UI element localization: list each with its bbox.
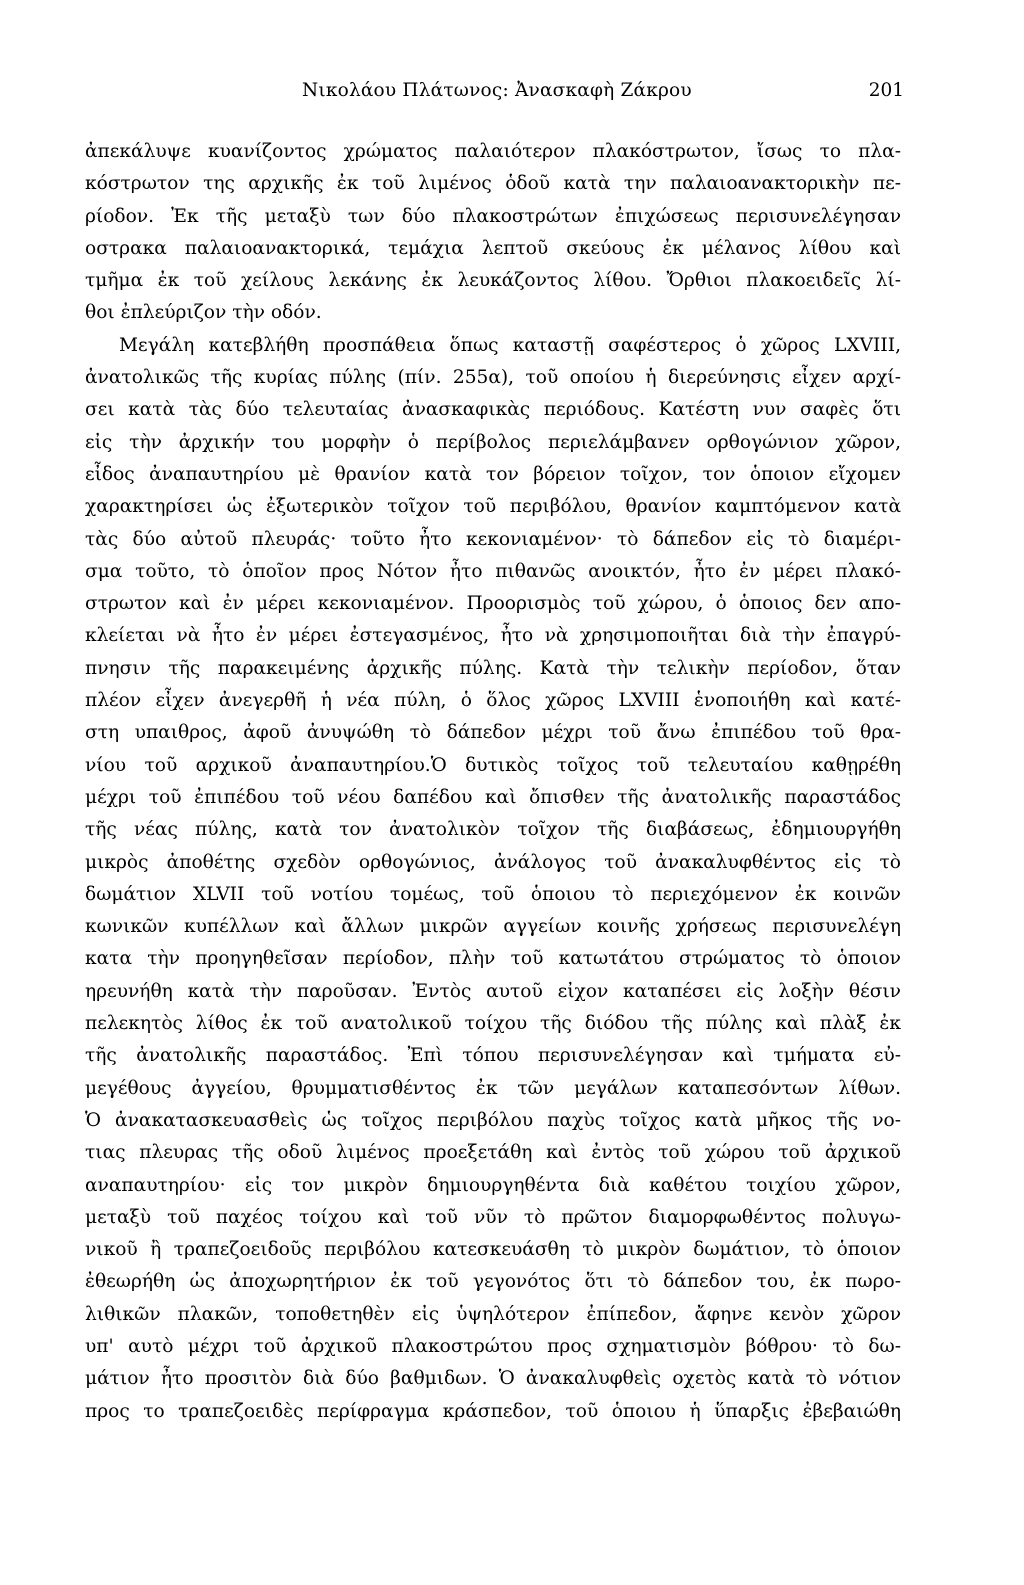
text-line: υπ' αυτὸ μέχρι τοῦ ἀρχικοῦ πλακοστρώτου προς σχηματισμὸν βόθρου· τὸ δω- [85,1335,901,1357]
text-line: Ὁ ἀνακατασκευασθεὶς ὡς τοῖχος περιβόλου παχὺς τοῖχος κατὰ μῆκος τῆς νο- [85,1109,901,1131]
text-line: τῆς ἀνατολικῆς παραστάδος. Ἐπὶ τόπου περισυνελέγησαν καὶ τμήματα εὐ- [85,1045,901,1067]
text-line: πνησιν τῆς παρακειμένης ἀρχικῆς πύλης. Κατὰ τὴν τελικὴν περίοδον, ὅταν [85,657,901,679]
text-line: εἰς τὴν ἀρχικήν του μορφὴν ὁ περίβολος περιελάμβανεν ορθογώνιον χῶρον, [85,431,901,453]
text-line: νίου τοῦ αρχικοῦ ἀναπαυτηρίου.Ὁ δυτικὸς τοῖχος τοῦ τελευταίου καθῃρέθη [85,754,901,776]
text-line: τιας πλευρας τῆς οδοῦ λιμένος προεξετάθη καὶ ἐντὸς τοῦ χώρου τοῦ ἀρχικοῦ [85,1142,901,1164]
text-line: θοι ἐπλεύριζον τὴν οδόν. [85,302,322,324]
text-line: στρωτον καὶ ἐν μέρει κεκονιαμένον. Προορισμὸς τοῦ χώρου, ὁ ὁποιος δεν απο- [85,593,901,615]
text-line: κλείεται νὰ ἦτο ἐν μέρει ἐστεγασμένος, ἦτο νὰ χρησιμοποιῆται διὰ τὴν ἐπαγρύ- [85,625,901,647]
text-line: σμα τοῦτο, τὸ ὁποῖον προς Νότον ἦτο πιθανῶς ανοικτόν, ἦτο ἐν μέρει πλακό- [85,560,901,582]
text-line: Μεγάλη κατεβλήθη προσπάθεια ὅπως καταστῇ σαφέστερος ὁ χῶρος LXVIII, [119,334,901,356]
text-line: πλέον εἶχεν ἀνεγερθῆ ἡ νέα πύλη, ὁ ὅλος χῶρος LXVIII ἑνοποιήθη καὶ κατέ- [85,690,901,712]
text-line: κόστρωτον της αρχικῆς ἐκ τοῦ λιμένος ὁδοῦ κατὰ την παλαιοανακτορικὴν πε- [85,173,901,195]
text-line: σει κατὰ τὰς δύο τελευταίας ἀνασκαφικὰς περιόδους. Κατέστη νυν σαφὲς ὅτι [85,399,901,421]
text-line: μάτιον ἦτο προσιτὸν διὰ δύο βαθμιδων. Ὁ ἀνακαλυφθεὶς οχετὸς κατὰ τὸ νότιον [85,1368,901,1390]
text-line: μεγέθους ἀγγείου, θρυμματισθέντος ἐκ τῶν μεγάλων καταπεσόντων λίθων. [85,1077,901,1099]
text-line: ἀνατολικῶς τῆς κυρίας πύλης (πίν. 255α), τοῦ οποίου ἡ διερεύνησις εἶχεν αρχί- [85,367,901,389]
text-line: μικρὸς ἀποθέτης σχεδὸν ορθογώνιος, ἀνάλογος τοῦ ἀνακαλυφθέντος εἰς τὸ [85,851,901,873]
text-line: ρίοδον. Ἐκ τῆς μεταξὺ των δύο πλακοστρώτων ἐπιχώσεως περισυνελέγησαν [85,205,901,227]
text-line: τμῆμα ἐκ τοῦ χείλους λεκάνης ἐκ λευκάζοντος λίθου. Ὄρθιοι πλακοειδεῖς λί- [85,270,901,292]
body-text [85,136,901,1428]
running-header-title: Νικολάου Πλάτωνος: Ἀνασκαφὴ Ζάκρου [302,80,692,101]
text-line: αναπαυτηρίου· εἰς τον μικρὸν δημιουργηθέντα διὰ καθέτου τοιχίου χῶρον, [85,1174,901,1196]
text-line: πελεκητὸς λίθος ἐκ τοῦ ανατολικοῦ τοίχου τῆς διόδου τῆς πύλης καὶ πλὰξ ἐκ [85,1013,901,1035]
text-line: στη υπαιθρος, ἀφοῦ ἀνυψώθη τὸ δάπεδον μέχρι τοῦ ἄνω ἐπιπέδου τοῦ θρα- [85,722,901,744]
text-line: τὰς δύο αὐτοῦ πλευράς· τοῦτο ἦτο κεκονιαμένον· τὸ δάπεδον εἰς τὸ διαμέρι- [85,528,901,550]
text-line: μέχρι τοῦ ἐπιπέδου τοῦ νέου δαπέδου καὶ ὄπισθεν τῆς ἀνατολικῆς παραστάδος [85,786,901,808]
text-line: οστρακα παλαιοανακτορικά, τεμάχια λεπτοῦ σκεύους ἐκ μέλανος λίθου καὶ [85,237,901,259]
text-line: ἀπεκάλυψε κυανίζοντος χρώματος παλαιότερον πλακόστρωτον, ἴσως το πλα- [85,141,901,162]
text-line: κωνικῶν κυπέλλων καὶ ἄλλων μικρῶν αγγείων κοινῆς χρήσεως περισυνελέγη [85,916,901,938]
text-line: εἶδος ἀναπαυτηρίου μὲ θρανίον κατὰ τον βόρειον τοῖχον, τον ὁποιον εἴχομεν [85,463,901,485]
text-line: λιθικῶν πλακῶν, τοποθετηθὲν εἰς ὑψηλότερον ἐπίπεδον, ἄφηνε κενὸν χῶρον [85,1303,901,1325]
text-line: δωμάτιον XLVII τοῦ νοτίου τομέως, τοῦ ὁποιου τὸ περιεχόμενον ἐκ κοινῶν [85,883,901,905]
text-line: νικοῦ ἢ τραπεζοειδοῦς περιβόλου κατεσκευάσθη τὸ μικρὸν δωμάτιον, τὸ ὁποιον [85,1239,901,1261]
text-line: προς το τραπεζοειδὲς περίφραγμα κράσπεδον, τοῦ ὁποιου ἡ ὕπαρξις ἐβεβαιώθη [85,1400,901,1422]
text-line: ηρευνήθη κατὰ τὴν παροῦσαν. Ἐντὸς αυτοῦ εἰχον καταπέσει εἰς λοξὴν θέσιν [85,980,901,1002]
page-number: 201 [868,80,904,101]
text-line: ἐθεωρήθη ὡς ἀποχωρητήριον ἐκ τοῦ γεγονότος ὅτι τὸ δάπεδον του, ἐκ πωρο- [85,1271,901,1293]
text-line: κατα τὴν προηγηθεῖσαν περίοδον, πλὴν τοῦ κατωτάτου στρώματος τὸ ὁποιον [85,948,901,970]
text-line: τῆς νέας πύλης, κατὰ τον ἀνατολικὸν τοῖχον τῆς διαβάσεως, ἐδημιουργήθη [85,819,901,841]
text-line: μεταξὺ τοῦ παχέος τοίχου καὶ τοῦ νῦν τὸ πρῶτον διαμορφωθέντος πολυγω- [85,1206,901,1228]
text-line: χαρακτηρίσει ὡς ἐξωτερικὸν τοῖχον τοῦ περιβόλου, θρανίον καμπτόμενον κατὰ [85,496,901,518]
